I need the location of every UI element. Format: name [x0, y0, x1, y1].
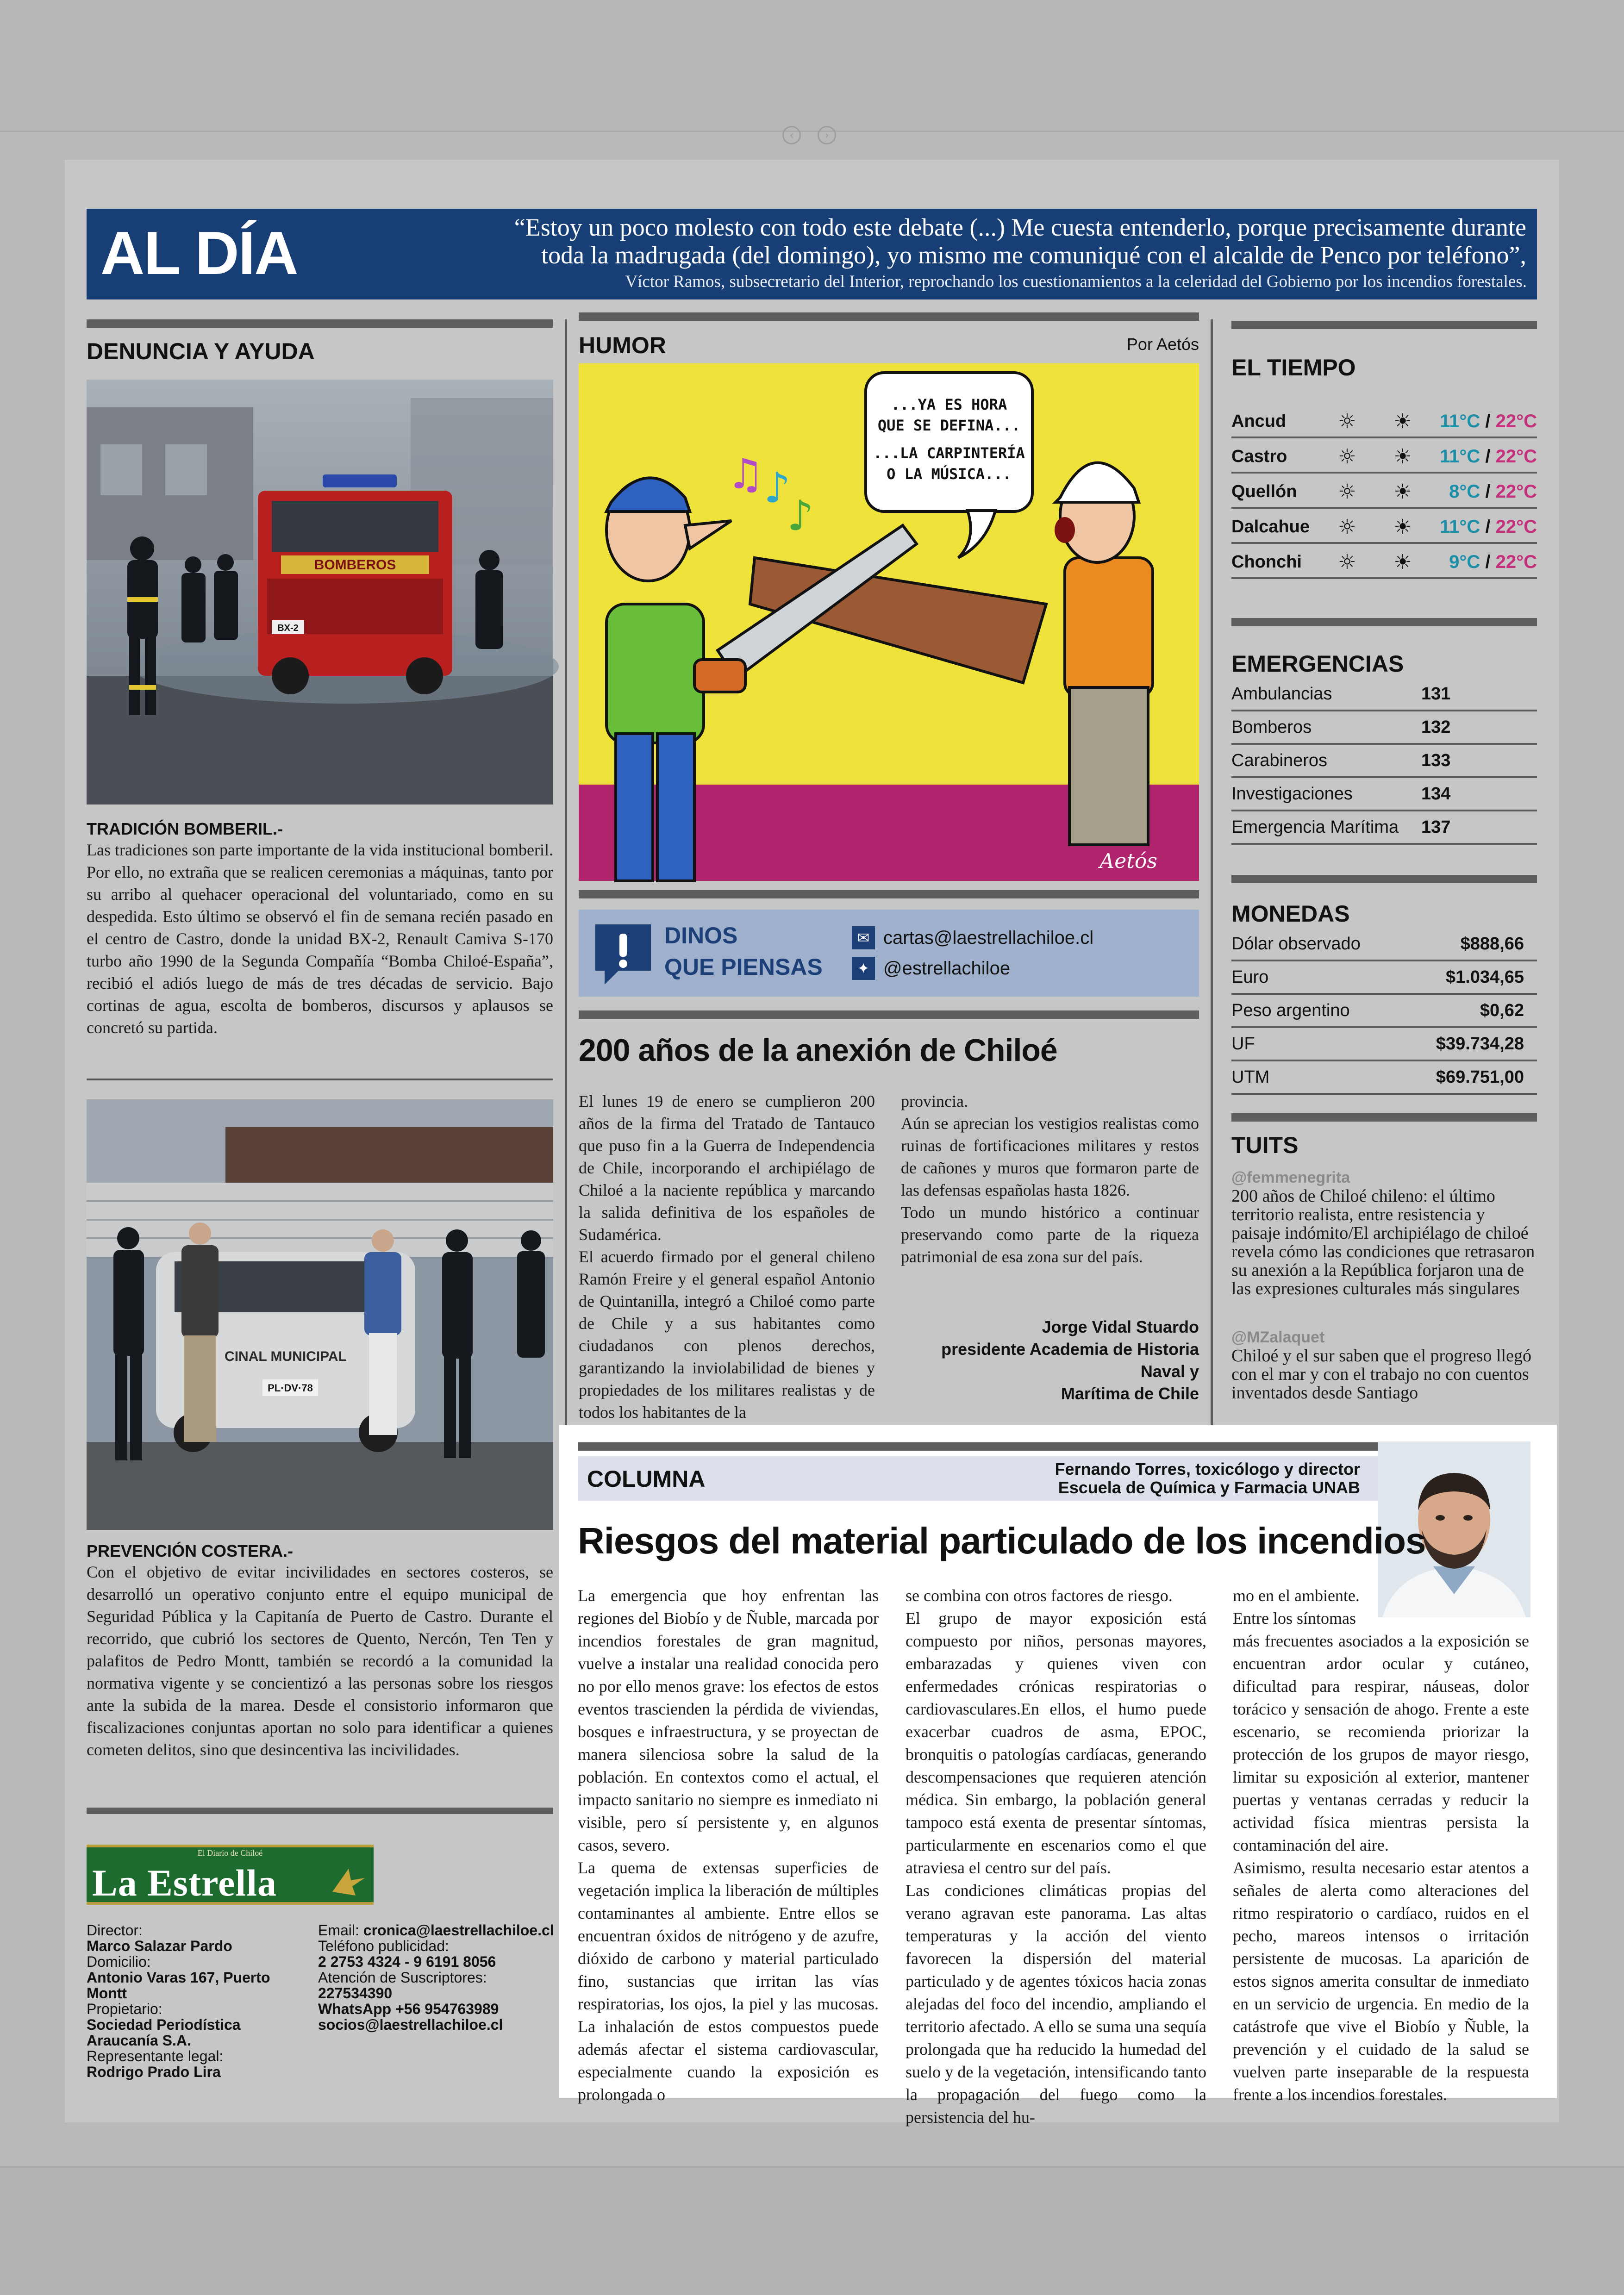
- currency-value: $1.034,65: [1445, 967, 1524, 987]
- humor-byline: Por Aetós: [1126, 335, 1199, 354]
- emergencias-title: EMERGENCIAS: [1231, 651, 1404, 677]
- section-bar: [1231, 321, 1537, 329]
- tweet-handle[interactable]: @femmenegrita: [1231, 1169, 1350, 1186]
- la-estrella-logo: [87, 1845, 374, 1905]
- contact-email[interactable]: cronica@laestrellachiloe.cl: [363, 1922, 554, 1939]
- currency-row: [1231, 928, 1537, 961]
- prevencion-item: [87, 1541, 553, 1761]
- emergency-number: 137: [1421, 817, 1451, 837]
- contact-label: WhatsApp: [318, 2001, 392, 2017]
- temp-max: 22°C: [1495, 481, 1537, 502]
- twitter-handle[interactable]: @estrellachiloe: [883, 958, 1011, 979]
- svg-text:♪: ♪: [787, 492, 814, 540]
- emergency-number: 132: [1421, 717, 1451, 737]
- tweet: [1231, 1169, 1537, 1298]
- svg-text:♫: ♫: [727, 450, 764, 499]
- temp-max: 22°C: [1495, 551, 1537, 572]
- contact-whatsapp: +56 954763989: [395, 2001, 499, 2017]
- contact-subscribers: 227534390: [318, 1985, 393, 2002]
- cartoon-image: [579, 363, 1199, 881]
- logo-name: La Estrella: [92, 1862, 277, 1904]
- bubble-text: ...YA ES HORA: [891, 396, 1007, 413]
- contact-label: Atención de Suscriptores:: [318, 1969, 487, 1986]
- credit-label: Director:: [87, 1922, 143, 1939]
- prev-page-icon[interactable]: ‹: [782, 126, 801, 144]
- author-line: Fernando Torres, toxicólogo y director: [1055, 1459, 1360, 1478]
- credit-value: Antonio Varas 167, Puerto Montt: [87, 1969, 270, 2002]
- humor-cartoon: [579, 363, 1199, 881]
- coastal-patrol-photo-image: [87, 1099, 553, 1530]
- sun-cloud-icon: ☼: [1338, 444, 1356, 468]
- emergency-name: Ambulancias: [1231, 684, 1332, 704]
- credit-label: Representante legal:: [87, 2048, 224, 2064]
- emergency-row: [1231, 778, 1537, 811]
- credit-label: Domicilio:: [87, 1953, 151, 1970]
- emergency-number: 133: [1421, 750, 1451, 770]
- dinos-heading: [664, 920, 823, 983]
- temp-max: 22°C: [1495, 446, 1537, 467]
- column-rule: [1211, 319, 1213, 1583]
- section-tag: AL DÍA: [100, 219, 298, 287]
- quote-line: toda la madrugada (del domingo), yo mismo me comuniqué con el alcalde de Penco por teléfono”,: [541, 241, 1526, 269]
- bubble-text: ...LA CARPINTERÍA: [873, 444, 1025, 462]
- section-bar: [579, 312, 1199, 321]
- weather-city: Quellón: [1231, 481, 1297, 501]
- prevencion-text: Con el objetivo de evitar incivilidades en sectores costeros, se desarrolló un operativo conjunto entre el equipo municipal de Seguridad Pública y la Capitanía de Puerto de Castro. Durante el recorrido, que cubrió los sectores de Quento, Nercón, Ten Ten y palafitos de Pedro Montt, también se recordó a la comunidad la normativa vigente y se concientizó a las personas sobre los riesgos ante la subida de la marea. Desde el consistorio informaron que fiscalizaciones conjuntas aportan no solo para identificar a quienes cometen delitos, sino que desincentiva las incivilidades.: [87, 1563, 553, 1759]
- letters-email[interactable]: cartas@laestrellachiloe.cl: [883, 927, 1094, 948]
- logo-tagline: El Diario de Chiloé: [197, 1848, 263, 1858]
- car-plate: PL·DV·78: [268, 1382, 313, 1394]
- section-bar: [1231, 1113, 1537, 1122]
- currency-row: [1231, 995, 1537, 1028]
- humor-title: HUMOR: [579, 332, 666, 358]
- currency-value: $69.751,00: [1436, 1067, 1524, 1087]
- anexion-title: 200 años de la anexión de Chiloé: [579, 1033, 1057, 1068]
- star-bird-icon: [330, 1864, 367, 1896]
- firefighters-photo: [87, 380, 553, 804]
- emergency-name: Emergencia Marítima: [1231, 817, 1399, 837]
- tradicion-item: [87, 819, 553, 1039]
- temp-sep: /: [1485, 481, 1491, 502]
- currency-row: [1231, 1028, 1537, 1061]
- denuncia-title: DENUNCIA Y AYUDA: [87, 338, 315, 364]
- credit-value: Sociedad Periodística Araucanía S.A.: [87, 2016, 241, 2049]
- anexion-author-role: Marítima de Chile: [1061, 1384, 1199, 1403]
- columna-col1: La emergencia que hoy enfrentan las regiones del Biobío y de Ñuble, marcada por incendios forestales de gran magnitud, vuelve a instalar una realidad conocida pero no por ello menos grave: los efectos de estos eventos trascienden la pérdida de viviendas, bosques e infraestructura, y se proyectan de manera silenciosa sobre la salud de la población. En contextos como el actual, el impacto sanitario no siempre es inmediato ni visible, pero sí persistente y, en algunos casos, severo. La quema de extensas superficies de vegetación implica la liberación de múltiples contaminantes al ambiente. Entre ellos se encuentran óxidos de nitrógeno y de azufre, dióxido de carbono y material particulado fino, sustancias que irritan las vías respiratorias, los ojos, la piel y las mucosas. La inhalación de estos compuestos puede además afectar el sistema cardiovascular, especialmente cuando la exposición es prolongada o: [578, 1586, 879, 2104]
- banner-quote: [355, 213, 1526, 269]
- mail-icon: ✉: [852, 926, 875, 949]
- tweet-handle[interactable]: @MZalaquet: [1231, 1328, 1325, 1346]
- emergency-number: 134: [1421, 784, 1451, 804]
- columna-author: [1055, 1460, 1360, 1497]
- currency-value: $0,62: [1480, 1000, 1524, 1020]
- temp-min: 9°C: [1449, 551, 1480, 572]
- currency-name: UTM: [1231, 1067, 1270, 1087]
- tradicion-lead: TRADICIÓN BOMBERIL.-: [87, 819, 283, 838]
- bubble-text: O LA MÚSICA...: [887, 465, 1012, 483]
- sun-cloud-icon: ☼: [1338, 550, 1356, 574]
- sun-cloud-icon: ☼: [1338, 515, 1356, 539]
- temp-sep: /: [1485, 446, 1491, 467]
- truck-plate: BX-2: [277, 623, 299, 633]
- weather-row: [1231, 476, 1537, 509]
- tiempo-title: EL TIEMPO: [1231, 355, 1356, 380]
- sun-icon: ☀: [1393, 444, 1412, 468]
- contact-phone: 2 2753 4324 - 9 6191 8056: [318, 1953, 496, 1970]
- viewer-top-area: [0, 0, 1624, 132]
- emergency-row: [1231, 711, 1537, 745]
- temp-min: 11°C: [1440, 446, 1480, 467]
- author-line: Escuela de Química y Farmacia UNAB: [1058, 1478, 1360, 1497]
- coastal-patrol-photo: [87, 1099, 553, 1530]
- weather-city: Dalcahue: [1231, 517, 1310, 536]
- section-bar: [579, 1010, 1199, 1019]
- viewer-bottom-area: [0, 2166, 1624, 2295]
- weather-city: Chonchi: [1231, 552, 1302, 572]
- sun-icon: ☀: [1393, 409, 1412, 433]
- currency-name: Peso argentino: [1231, 1000, 1350, 1020]
- tradicion-text: Las tradiciones son parte importante de la vida institucional bomberil. Por ello, no extraña que se realicen ceremonias a máquinas, tanto por su arribo al quehacer operacional del voluntariado, como en su despedida. Esto último se observó el fin de semana recién pasado en el centro de Castro, donde la unidad BX-2, Renault Camiva S-170 turbo año 1990 de la Segunda Compañía “Bomba Chiloé-España”, recibió el adiós luego de más de tres décadas de servicio. Bajo cortinas de agua, escolta de bomberos, discursos y aplausos se concretó su partida.: [87, 841, 553, 1037]
- temp-max: 22°C: [1495, 411, 1537, 431]
- emergency-row: [1231, 678, 1537, 711]
- page-pager: [782, 126, 836, 144]
- weather-city: Castro: [1231, 446, 1287, 466]
- tuits-title: TUITS: [1231, 1132, 1299, 1158]
- section-bar: [87, 319, 553, 328]
- temp-sep: /: [1485, 551, 1491, 572]
- emergency-row: [1231, 745, 1537, 778]
- section-bar: [1231, 618, 1537, 626]
- dinos-line: DINOS: [664, 923, 738, 948]
- sun-icon: ☀: [1393, 480, 1412, 504]
- weather-row: [1231, 441, 1537, 474]
- emergency-number: 131: [1421, 684, 1451, 704]
- temp-min: 11°C: [1440, 516, 1480, 537]
- currency-row: [1231, 961, 1537, 995]
- column-rule: [565, 319, 567, 1574]
- section-bar: [1231, 875, 1537, 883]
- quote-line: “Estoy un poco molesto con todo este debate (...) Me cuesta entenderlo, porque precisamente durante: [514, 213, 1526, 241]
- columna-title: Riesgos del material particulado de los incendios: [578, 1520, 1426, 1561]
- temp-min: 8°C: [1449, 481, 1480, 502]
- svg-text:♪: ♪: [764, 464, 791, 512]
- contact-socios-email[interactable]: socios@laestrellachiloe.cl: [318, 2016, 503, 2033]
- divider: [87, 1079, 553, 1080]
- sun-cloud-icon: ☼: [1338, 409, 1356, 433]
- weather-row: [1231, 547, 1537, 579]
- credit-label: Propietario:: [87, 2001, 162, 2017]
- anexion-col2: provincia. Aún se aprecian los vestigios realistas como ruinas de fortificaciones militares y restos de cañones y muros que formaron parte de las defensas españolas hasta 1826. Todo un mundo histórico a continuar preservando como parte de la riqueza patrimonial de esa zona sur del país.: [901, 1092, 1199, 1266]
- temp-sep: /: [1485, 411, 1491, 431]
- emergency-row: [1231, 811, 1537, 845]
- credits-list: [87, 1922, 304, 2080]
- section-bar: [579, 890, 1199, 898]
- sun-icon: ☀: [1393, 515, 1412, 539]
- tweet: [1231, 1328, 1537, 1402]
- al-dia-banner: [87, 209, 1537, 299]
- currency-name: UF: [1231, 1034, 1255, 1054]
- speech-alert-icon: [591, 920, 656, 989]
- section-bar: [87, 1808, 553, 1814]
- weather-row: [1231, 511, 1537, 544]
- sun-icon: ☀: [1393, 550, 1412, 574]
- currency-value: $888,66: [1460, 934, 1524, 954]
- bubble-text: QUE SE DEFINA...: [877, 417, 1021, 434]
- cartoon-signature: Aetós: [1099, 849, 1157, 873]
- contact-label: Teléfono publicidad:: [318, 1938, 449, 1954]
- weather-row: [1231, 406, 1537, 438]
- temp-max: 22°C: [1495, 516, 1537, 537]
- anexion-author-role: presidente Academia de Historia Naval y: [941, 1340, 1199, 1381]
- emergency-name: Bomberos: [1231, 717, 1312, 737]
- firefighters-photo-image: [87, 380, 553, 804]
- tweet-text: Chiloé y el sur saben que el progreso llegó con el mar y con el trabajo no con cuentos inventados desde Santiago: [1231, 1346, 1531, 1403]
- columna-col3: mo en el ambiente. Entre los síntomas más frecuentes asociados a la exposición se encuentran ardor ocular y cutáneo, dificultad para respirar, náuseas, dolor torácico y sensación de ahogo. Frente a este escenario, se recomienda priorizar la protección de los grupos de mayor riesgo, limitar su exposición al exterior, mantener puertas y ventanas cerradas y reducir la actividad física mientras persista la contaminación del aire. Asimismo, resulta necesario estar atentos a señales de alerta como alteraciones del ritmo respiratorio o cardíaco, ruidos en el pecho, mareos intensos o irritación persistente de mucosas. La aparición de estos signos amerita consultar de inmediato en un servicio de urgencia. En medio de la catástrofe que vive el Biobío y Ñuble, la prevención y el cuidado de la salud se vuelven parte inseparable de la respuesta frente a los incendios forestales.: [1233, 1586, 1529, 2104]
- temp-sep: /: [1485, 516, 1491, 537]
- monedas-title: MONEDAS: [1231, 901, 1350, 927]
- credit-value: Marco Salazar Pardo: [87, 1938, 232, 1954]
- currency-name: Euro: [1231, 967, 1269, 987]
- twitter-icon: ✦: [852, 957, 875, 980]
- prevencion-lead: PREVENCIÓN COSTERA.-: [87, 1541, 294, 1560]
- contacts-list: [318, 1922, 559, 2033]
- car-label: CINAL MUNICIPAL: [225, 1349, 347, 1364]
- truck-label: BOMBEROS: [314, 557, 396, 573]
- tweet-text: 200 años de Chiloé chileno: el último territorio realista, entre resistencia y paisaje indómito/El archipiélago de chiloé revela cómo las condiciones que retrasaron su anexión a la República forjaron una de las expresiones culturales más singulares: [1231, 1186, 1535, 1298]
- anexion-col1: El lunes 19 de enero se cumplieron 200 años de la firma del Tratado de Tantauco que puso fin a la Guerra de Independencia de Chile, incorporando el archipiélago de Chiloé a la naciente república y marcando la salida definitiva de los españoles de Sudamérica. El acuerdo firmado por el general chileno Ramón Freire y el general español Antonio de Quintanilla, integró a Chiloé como parte de Chile y a sus habitantes como ciudadanos con plenos derechos, garantizando la inviolabilidad de bienes y propiedades de los militares realistas y de todos los habitantes de la: [579, 1092, 875, 1422]
- quote-attribution: Víctor Ramos, subsecretario del Interior, reprochando los cuestionamientos a la celeridad del Gobierno por los incendios forestales.: [625, 272, 1527, 291]
- temp-min: 11°C: [1440, 411, 1480, 431]
- emergency-name: Investigaciones: [1231, 784, 1353, 804]
- next-page-icon[interactable]: ›: [818, 126, 836, 144]
- anexion-author: Jorge Vidal Stuardo: [1042, 1317, 1199, 1336]
- anexion-author-block: [901, 1316, 1199, 1405]
- dinos-box: [579, 910, 1199, 997]
- currency-value: $39.734,28: [1436, 1034, 1524, 1054]
- emergency-name: Carabineros: [1231, 750, 1327, 770]
- columna-highlight: [559, 1425, 1557, 2127]
- sun-cloud-icon: ☼: [1338, 480, 1356, 504]
- currency-name: Dólar observado: [1231, 934, 1361, 954]
- credit-value: Rodrigo Prado Lira: [87, 2064, 221, 2080]
- contact-label: Email:: [318, 1922, 359, 1939]
- dinos-contacts: [852, 923, 1093, 984]
- weather-city: Ancud: [1231, 411, 1287, 431]
- currency-row: [1231, 1061, 1537, 1095]
- columna-col2: se combina con otros factores de riesgo. El grupo de mayor exposición está compuesto por niños, personas mayores, embarazadas y quienes viven con enfermedades crónicas respiratorias o cardiovasculares.En ellos, el humo puede exacerbar cuadros de asma, EPOC, bronquitis o patologías cardíacas, generando descompensaciones que requieren atención médica. Sin embargo, la población general tampoco está exenta de presentar síntomas, particularmente en escenarios como el que atraviesa el centro sur del país. Las condiciones climáticas propias del verano agravan este panorama. Las altas temperaturas y la acción del viento favorecen la dispersión del material particulado y de agentes tóxicos hacia zonas alejadas del foco del incendio, ampliando el territorio afectado. A ello se suma una sequía prolongada que ha reducido la humedad del suelo y de la vegetación, intensificando tanto la propagación del fuego como la persistencia del hu-: [906, 1586, 1206, 2127]
- dinos-line: QUE PIENSAS: [664, 954, 823, 980]
- columna-label: COLUMNA: [587, 1466, 706, 1492]
